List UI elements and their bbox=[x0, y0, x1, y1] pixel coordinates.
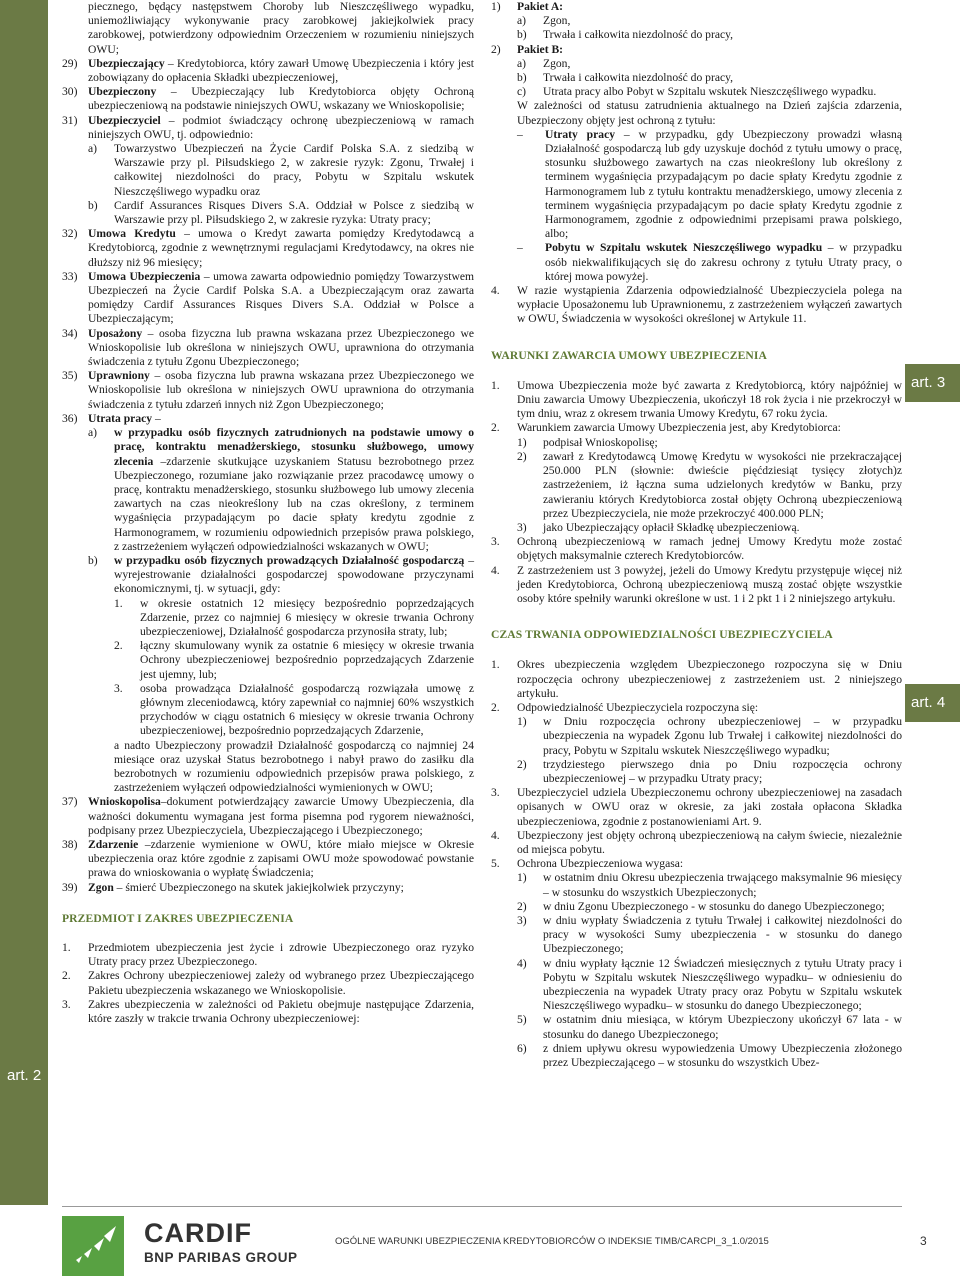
definition-38: 38) Zdarzenie –zdarzenie wymienione w OWU, które miało miejsce w Okresie ubezpieczenia oraz które zgodnie z zapisami OWU może spowodować powstanie prawa do wnioskowania o wypłatę Świadczenia; bbox=[62, 837, 474, 880]
cardif-logo bbox=[62, 1216, 302, 1276]
art3-point-3: 3. Ochroną ubezpieczeniową w ramach jednej Umowy Kredytu może zostać objętych maksymalnie czterech Kredytobiorców. bbox=[491, 535, 902, 563]
definition-36: 36) Utrata pracy – a) w przypadku osób fizycznych zatrudnionych na podstawie umowy o pracę, kontraktu menadżerskiego, stosunku służbowego, umowy zlecenia –zdarzenie skutkujące uzyskaniem Statusu bezrobotnego przez Ubezpieczonego, rozumiane jako rozwiązanie przez pracodawcę umowy o pracę, kontraktu menadżerskiego, stosunku służbowego lub umowy zlecenia zawartych na czas nieokreślony lub na czas określony, z terminem wygaśnięcia przypadającym po dacie spłaty kredytu zgodnie z Harmonogramem, w rozumieniu odpowiednich przepisów prawa polskiego, z zastrzeżeniem wyłączeń odpowiedzialności wskazanych w OWU; b) w przypadku osób fizycznych prowadzących Działalność gospodarczą –wyrejestrowanie działalności gospodarczej spowodowane przyczynami ekonomicznymi, tj. w sytuacji, gdy: 1. w okresie ostatnich 12 miesięcy bezpośrednio poprzedzających Zdarzenie, przez co najmniej 6 miesięcy w okresie trwania Ochrony ubezpieczeniowej, Działalność gospodarcza przynosiła straty, lub; 2. łączny skumulowany wynik za ostatnie 6 miesięcy w okresie trwania Ochrony ubezpieczeniowej bezpośrednio poprzedzających Zdarzenie jest ujemny, lub; 3. osoba prowadząca Działalność gospodarczą rozwiązała umowę z głównym zleceniodawcą, który zapewniał co najmniej 60% wszystkich przychodów w ciągu ostatnich 6 miesięcy w okresie trwania Ochrony ubezpieczeniowej, bezpośrednio poprzedzających Zdarzenie, a nadto Ubezpieczony prowadził Działalność gospodarczą co najmniej 24 miesiące oraz uzyskał Status bezrobotnego i nabył prawo do zasiłku dla bezrobotnych w rozumieniu odpowiednich przepisów prawa polskiego, z zastrzeżeniem wyłączeń odpowiedzialności wymienionych w OWU; bbox=[62, 411, 474, 795]
definition-36-b-end: a nadto Ubezpieczony prowadził Działalność gospodarczą co najmniej 24 miesiące oraz uzyskał Status bezrobotnego i nabył prawo do zasiłku dla bezrobotnych w rozumieniu odpowiednich przepisów prawa polskiego, z zastrzeżeniem wyłączeń odpowiedzialności wymienionych w OWU; bbox=[114, 738, 474, 795]
definition-31-b: b) Cardif Assurances Risques Divers S.A. Oddział w Polsce z siedzibą w Warszawie przy pl. Piłsudskiego 2, w zakresie ryzyka: Utraty pracy; bbox=[88, 198, 474, 227]
definition-30: 30) Ubezpieczony – Ubezpieczający lub Kredytobiorca objęty Ochroną ubezpieczeniową na podstawie niniejszych OWU, wskazany we Wnioskopolisie; bbox=[62, 85, 474, 113]
art4-point-2: 2. Odpowiedzialność Ubezpieczyciela rozpoczyna się: 1) w Dniu rozpoczęcia ochrony ubezpieczeniowej – w przypadku ubezpieczenia na wypadek Zgonu lub Trwałej i całkowitej niezdolności do pracy, Pobytu w Szpitalu wskutek Nieszczęśliwego wypadku; 2) trzydziestego pierwszego dnia po Dniu rozpoczęcia ochrony ubezpieczeniowej – w przypadku Utraty pracy; bbox=[491, 700, 902, 785]
definition-39: 39) Zgon – śmierć Ubezpieczonego na skutek jakiejkolwiek przyczyny; bbox=[62, 880, 404, 894]
definition-36-b: b) w przypadku osób fizycznych prowadzących Działalność gospodarczą –wyrejestrowanie działalności gospodarczej spowodowane przyczynami ekonomicznymi, tj. w sytuacji, gdy: 1. w okresie ostatnich 12 miesięcy bezpośrednio poprzedzających Zdarzenie, przez co najmniej 6 miesięcy w okresie trwania Ochrony ubezpieczeniowej, Działalność gospodarcza przynosiła straty, lub; 2. łączny skumulowany wynik za ostatnie 6 miesięcy w okresie trwania Ochrony ubezpieczeniowej bezpośrednio poprzedzających Zdarzenie jest ujemny, lub; 3. osoba prowadząca Działalność gospodarczą rozwiązała umowę z głównym zleceniodawcą, który zapewniał co najmniej 60% wszystkich przychodów w ciągu ostatnich 6 miesięcy w okresie trwania Ochrony ubezpieczeniowej, bezpośrednio poprzedzających Zdarzenie, a nadto Ubezpieczony prowadził Działalność gospodarczą co najmniej 24 miesiące oraz uzyskał Status bezrobotnego i nabył prawo do zasiłku dla bezrobotnych w rozumieniu odpowiednich przepisów prawa polskiego, z zastrzeżeniem wyłączeń odpowiedzialności wymienionych w OWU; bbox=[88, 553, 474, 795]
definition-36-b-2: 2. łączny skumulowany wynik za ostatnie 6 miesięcy w okresie trwania Ochrony ubezpieczeniowej bezpośrednio poprzedzających Zdarzenie jest ujemny, lub; bbox=[114, 639, 474, 681]
section-heading-art-2: PRZEDMIOT I ZAKRES UBEZPIECZENIA bbox=[62, 911, 294, 925]
document-title: OGÓLNE WARUNKI UBEZPIECZENIA KREDYTOBIORCÓW O INDEKSIE TIMB/CARCPI_3_1.0/2015 bbox=[335, 1236, 769, 1247]
definition-31: 31) Ubezpieczyciel – podmiot świadczący ochronę ubezpieczeniową w ramach niniejszych OWU, tj. odpowiednio: a) Towarzystwo Ubezpieczeń na Życie Cardif Polska S.A. z siedzibą w Warszawie przy pl. Piłsudskiego 2, w zakresie ryzyk: Zgonu, Trwałej i całkowitej niezdolności do pracy, Pobytu w Szpitalu wskutek Nieszczęśliwego wypadku oraz b) Cardif Assurances Risques Divers S.A. Oddział w Polsce z siedzibą w Warszawie przy pl. Piłsudskiego 2, w zakresie ryzyka: Utraty pracy; bbox=[62, 113, 474, 227]
art-3-label: art. 3 bbox=[905, 364, 960, 402]
definition-37: 37) Wnioskopolisa–dokument potwierdzający zawarcie Umowy Ubezpieczenia, dla ważności dokumentu wymagana jest forma pisemna pod rygorem nieważności, podpisany przez Ubezpieczyciela, Ubezpieczającego i Ubezpieczonego; bbox=[62, 795, 474, 837]
side-bar-left bbox=[0, 0, 48, 1205]
definition-33: 33) Umowa Ubezpieczenia – umowa zawarta odpowiednio pomiędzy Towarzystwem Ubezpieczeń na Życie Cardif Polska S.A. a Ubezpieczającym oraz zawarta pomiędzy Cardif Assurances Risques Divers S.A. Oddział w Polsce a Ubezpieczającym; bbox=[62, 269, 474, 326]
art4-point-5: 5. Ochrona Ubezpieczeniowa wygasa: 1) w ostatnim dniu Okresu ubezpieczenia trwającego maksymalnie 96 miesięcy – w stosunku do wszystkich Ubezpieczonych; 2) w dniu Zgonu Ubezpieczonego - w stosunku do danego Ubezpieczonego; 3) w dniu wypłaty Świadczenia z tytułu Trwałej i całkowitej niezdolności do pracy w wysokości Sumy ubezpieczenia - w stosunku do danego Ubezpieczonego; 4) w dniu wypłaty łącznie 12 Świadczeń miesięcznych z tytułu Utraty pracy i Pobytu w Szpitalu wskutek Nieszczęśliwego wypadku– w odniesieniu do ubezpieczenia na wypadek Utraty pracy oraz Pobytu w Szpitalu wskutek Nieszczęśliwego wypadku– w stosunku do danego Ubezpieczonego; 5) w ostatnim dniu miesiąca, w którym Ubezpieczony ukończył 67 lata - w stosunku do danego Ubezpieczonego; 6) z dniem upływu okresu wypowiedzenia Umowy Ubezpieczenia złożonego przez Ubezpieczającego – w stosunku do wszystkich Ubez- bbox=[491, 857, 902, 1070]
art2-point-4: 4. W razie wystąpienia Zdarzenia odpowiedzialność Ubezpieczyciela polega na wypłacie Uposażonemu lub Uprawnionemu, z zastrzeżeniem wyłączeń zawartych w OWU, Świadczenia w wysokości określonej w Artykule 11. bbox=[491, 284, 902, 326]
art4-sub: 2) w dniu Zgonu Ubezpieczonego - w stosunku do danego Ubezpieczonego; bbox=[517, 899, 885, 913]
left-column bbox=[62, 0, 474, 1026]
art4-sub: 6) z dniem upływu okresu wypowiedzenia Umowy Ubezpieczenia złożonego przez Ubezpieczającego – w stosunku do wszystkich Ubez- bbox=[517, 1041, 902, 1070]
art4-sub: 5) w ostatnim dniu miesiąca, w którym Ubezpieczony ukończył 67 lata - w stosunku do danego Ubezpieczonego; bbox=[517, 1013, 902, 1041]
brand-name: CARDIF bbox=[144, 1218, 252, 1248]
art4-point-3: 3. Ubezpieczyciel udziela Ubezpieczonemu ochrony ubezpieczeniowej na zasadach opisanych w OWU oraz w okresie, za jaki została opłacona Składka ubezpieczeniowa, zgodnie z postanowieniami Art. 9. bbox=[491, 786, 902, 828]
package-b-item: a) Zgon, bbox=[517, 56, 571, 70]
definition-36-b-1: 1. w okresie ostatnich 12 miesięcy bezpośrednio poprzedzających Zdarzenie, przez co najmniej 6 miesięcy w okresie trwania Ochrony ubezpieczeniowej, Działalność gospodarcza przynosiła straty, lub; bbox=[114, 596, 474, 638]
definition-34: 34) Uposażony – osoba fizyczna lub prawna wskazana przez Ubezpieczonego we Wnioskopolisie lub określona w niniejszych OWU, uprawniona do otrzymania świadczenia z tytułu Zgonu Ubezpieczonego; bbox=[62, 326, 474, 369]
definition-36-b-3: 3. osoba prowadząca Działalność gospodarczą rozwiązała umowę z głównym zleceniodawcą, który zapewniał co najmniej 60% wszystkich przychodów w ciągu ostatnich 6 miesięcy w okresie trwania Ochrony ubezpieczeniowej, bezpośrednio poprzedzających Zdarzenie, bbox=[114, 681, 474, 738]
package-a-item: a) Zgon, bbox=[517, 14, 571, 28]
art2-point-2: 2. Zakres Ochrony ubezpieczeniowej zależy od wybranego przez Ubezpieczającego Pakietu ubezpieczenia wskazanego we Wnioskopolisie. bbox=[62, 969, 474, 997]
package-a: 1) Pakiet A: a) Zgon, b) Trwała i całkowita niezdolność do pracy, bbox=[491, 0, 902, 43]
art4-sub: 1) w ostatnim dniu Okresu ubezpieczenia trwającego maksymalnie 96 miesięcy – w stosunku do wszystkich Ubezpieczonych; bbox=[517, 871, 902, 899]
definition-29: 29) Ubezpieczający – Kredytobiorca, który zawarł Umowę Ubezpieczenia i który jest zobowiązany do opłacenia Składki ubezpieczeniowej, bbox=[62, 56, 474, 85]
definition-35: 35) Uprawniony – osoba fizyczna lub prawna wskazana przez Ubezpieczonego we Wnioskopolisie lub określona w niniejszych OWU uprawniona do otrzymania świadczenia z tytułu zdarzeń innych niż Zgon Ubezpieczonego; bbox=[62, 369, 474, 411]
art3-sub: 2) zawarł z Kredytodawcą Umowę Kredytu w wysokości nie przekraczającej 250.000 PLN (słownie: dwieście pięćdziesiąt tysięcy złotych)z zastrzeżeniem, iż łączna suma udzielonych kredytów w Banku, przy zawieraniu których Kredytobiorca został objęty Ochroną ubezpieczeniową przez Ubezpieczyciela, nie może przekroczyć 400.000 PLN; bbox=[517, 449, 902, 520]
art2-point-3: 3. Zakres ubezpieczenia w zależności od Pakietu obejmuje następujące Zdarzenia, które zaszły w trakcie trwania Ochrony ubezpieczeniowej: bbox=[62, 997, 474, 1026]
art3-sub: 3) jako Ubezpieczający opłacił Składkę ubezpieczeniową. bbox=[517, 520, 800, 534]
art-2-label: art. 2 bbox=[7, 1067, 42, 1084]
art3-sub: 1) podpisał Wnioskopolisę; bbox=[517, 435, 658, 449]
right-column bbox=[491, 0, 902, 1070]
page-number: 3 bbox=[920, 1234, 927, 1248]
paragraph: piecznego, będący następstwem Choroby lub Nieszczęśliwego wypadku, uniemożliwiający wykonywanie pracy zarobkowej jakiejkolwiek pracy zarobkowej, potwierdzony odpowiednim Orzeczeniem w rozumieniu niniejszych OWU; bbox=[88, 0, 474, 56]
package-b-item: c) Utrata pracy albo Pobyt w Szpitalu wskutek Nieszczęśliwego wypadku. bbox=[517, 85, 877, 99]
section-heading-art-4: CZAS TRWANIA ODPOWIEDZIALNOŚCI UBEZPIECZYCIELA bbox=[491, 628, 833, 642]
package-b-item: b) Trwała i całkowita niezdolność do pracy, bbox=[517, 71, 734, 85]
art-4-label: art. 4 bbox=[905, 684, 960, 722]
art3-point-4: 4. Z zastrzeżeniem ust 3 powyżej, jeżeli do Umowy Kredytu przystępuje więcej niż jeden Kredytobiorca, Ochroną ubezpieczeniową muszą zostać objęte wszystkie osoby które spełniły warunki określone w ust. 1 i 2 pkt 1 i 2 niniejszego artykułu. bbox=[491, 563, 902, 605]
brand-group: BNP PARIBAS GROUP bbox=[144, 1250, 298, 1265]
art4-sub: 3) w dniu wypłaty Świadczenia z tytułu Trwałej i całkowitej niezdolności do pracy w wysokości Sumy ubezpieczenia - w stosunku do danego Ubezpieczonego; bbox=[517, 913, 902, 956]
section-heading-art-3: WARUNKI ZAWARCIA UMOWY UBEZPIECZENIA bbox=[491, 348, 767, 362]
art3-point-1: 1. Umowa Ubezpieczenia może być zawarta z Kredytobiorcą, który najpóźniej w Dniu zawarcia Umowy Ubezpieczenia, ukończył 18 rok życia i nie przekroczył w tym dniu, wraz z okresem trwania Umowy Kredytu, 67 roku życia. bbox=[491, 378, 902, 421]
footer-divider bbox=[62, 1206, 902, 1207]
dash-item: – Pobytu w Szpitalu wskutek Nieszczęśliwego wypadku – w przypadku osób niekwalifikujących się do zakresu ochrony z tytułu Utraty pracy, o której mowa powyżej. bbox=[517, 241, 902, 283]
art2-point-1: 1. Przedmiotem ubezpieczenia jest życie i zdrowie Ubezpieczonego oraz ryzyko Utraty pracy przez Ubezpieczonego. bbox=[62, 941, 474, 969]
art4-point-4: 4. Ubezpieczony jest objęty ochroną ubezpieczeniową na całym świecie, niezależnie od miejsca pobytu. bbox=[491, 828, 902, 856]
definition-36-a: a) w przypadku osób fizycznych zatrudnionych na podstawie umowy o pracę, kontraktu menadżerskiego, stosunku służbowego, umowy zlecenia –zdarzenie skutkujące uzyskaniem Statusu bezrobotnego przez Ubezpieczonego, rozumiane jako rozwiązanie przez pracodawcę umowy o pracę, kontraktu menadżerskiego, stosunku służbowego lub umowy zlecenia zawartych na czas nieokreślony lub na czas określony, z terminem wygaśnięcia przypadającym po dacie spłaty kredytu zgodnie z Harmonogramem, w rozumieniu odpowiednich przepisów prawa polskiego, z zastrzeżeniem wyłączeń odpowiedzialności wskazanych w OWU; bbox=[88, 426, 474, 553]
art4-sub: 4) w dniu wypłaty łącznie 12 Świadczeń miesięcznych z tytułu Utraty pracy i Pobytu w Szpitalu wskutek Nieszczęśliwego wypadku– w odniesieniu do ubezpieczenia na wypadek Utraty pracy oraz Pobytu w Szpitalu wskutek Nieszczęśliwego wypadku– w stosunku do danego Ubezpieczonego; bbox=[517, 956, 902, 1013]
art4-sub: 1) w Dniu rozpoczęcia ochrony ubezpieczeniowej – w przypadku ubezpieczenia na wypadek Zgonu lub Trwałej i całkowitej niezdolności do pracy, Pobytu w Szpitalu wskutek Nieszczęśliwego wypadku; bbox=[517, 715, 902, 757]
definition-32: 32) Umowa Kredytu – umowa o Kredyt zawarta pomiędzy Kredytodawcą a Kredytobiorcą, zgodnie z wewnętrznymi regulacjami Kredytodawcy, na okres nie dłuższy niż 96 miesięcy; bbox=[62, 227, 474, 269]
paragraph: W zależności od statusu zatrudnienia aktualnego na Dzień zajścia zdarzenia, Ubezpieczony objęty jest ochroną z tytułu: bbox=[517, 99, 902, 127]
art3-point-2: 2. Warunkiem zawarcia Umowy Ubezpieczenia jest, aby Kredytobiorca: 1) podpisał Wnioskopolisę; 2) zawarł z Kredytodawcą Umowę Kredytu w wysokości nie przekraczającej 250.000 PLN (słownie: dwieście pięćdziesiąt tysięcy złotych)z zastrzeżeniem, iż łączna suma udzielonych kredytów w Banku, przy zawieraniu których Kredytobiorca został objęty Ochroną ubezpieczeniową przez Ubezpieczyciela, nie może przekroczyć 400.000 PLN; 3) jako Ubezpieczający opłacił Składkę ubezpieczeniową. bbox=[491, 421, 902, 534]
definition-31-a: a) Towarzystwo Ubezpieczeń na Życie Cardif Polska S.A. z siedzibą w Warszawie przy pl. Piłsudskiego 2, w zakresie ryzyk: Zgonu, Trwałej i całkowitej niezdolności do pracy, Pobytu w Szpitalu wskutek Nieszczęśliwego wypadku oraz bbox=[88, 142, 474, 198]
art4-sub: 2) trzydziestego pierwszego dnia po Dniu rozpoczęcia ochrony ubezpieczeniowej – w przypadku Utraty pracy; bbox=[517, 757, 902, 785]
dash-item: – Utraty pracy – w przypadku, gdy Ubezpieczony prowadzi własną Działalność gospodarczą lub gdy uzyskuje dochód z tytułu umowy o pracę, stosunku służbowego zawartych na czas nieokreślony lub określony z terminem wygaśnięcia przypadającym po dacie spłaty Kredytu zgodnie z Harmonogramem lub z tytułu kontraktu menadżerskiego, umowy zlecenia z terminem wygaśnięcia przypadającym po dacie spłaty Kredytu zgodnie z Harmonogramem, zgodnie z odpowiednimi przepisami prawa polskiego, albo; bbox=[517, 127, 902, 241]
art4-point-1: 1. Okres ubezpieczenia względem Ubezpieczonego rozpoczyna się w Dniu rozpoczęcia ochrony ubezpieczeniowej z zastrzeżeniem ust. 2 niniejszego artykułu. bbox=[491, 658, 902, 700]
dash-list bbox=[491, 128, 902, 284]
package-a-item: b) Trwała i całkowita niezdolność do pracy, bbox=[517, 28, 734, 42]
package-b: 2) Pakiet B: a) Zgon, b) Trwała i całkowita niezdolność do pracy, c) Utrata pracy albo Pobyt w Szpitalu wskutek Nieszczęśliwego wypadku. bbox=[491, 43, 902, 100]
